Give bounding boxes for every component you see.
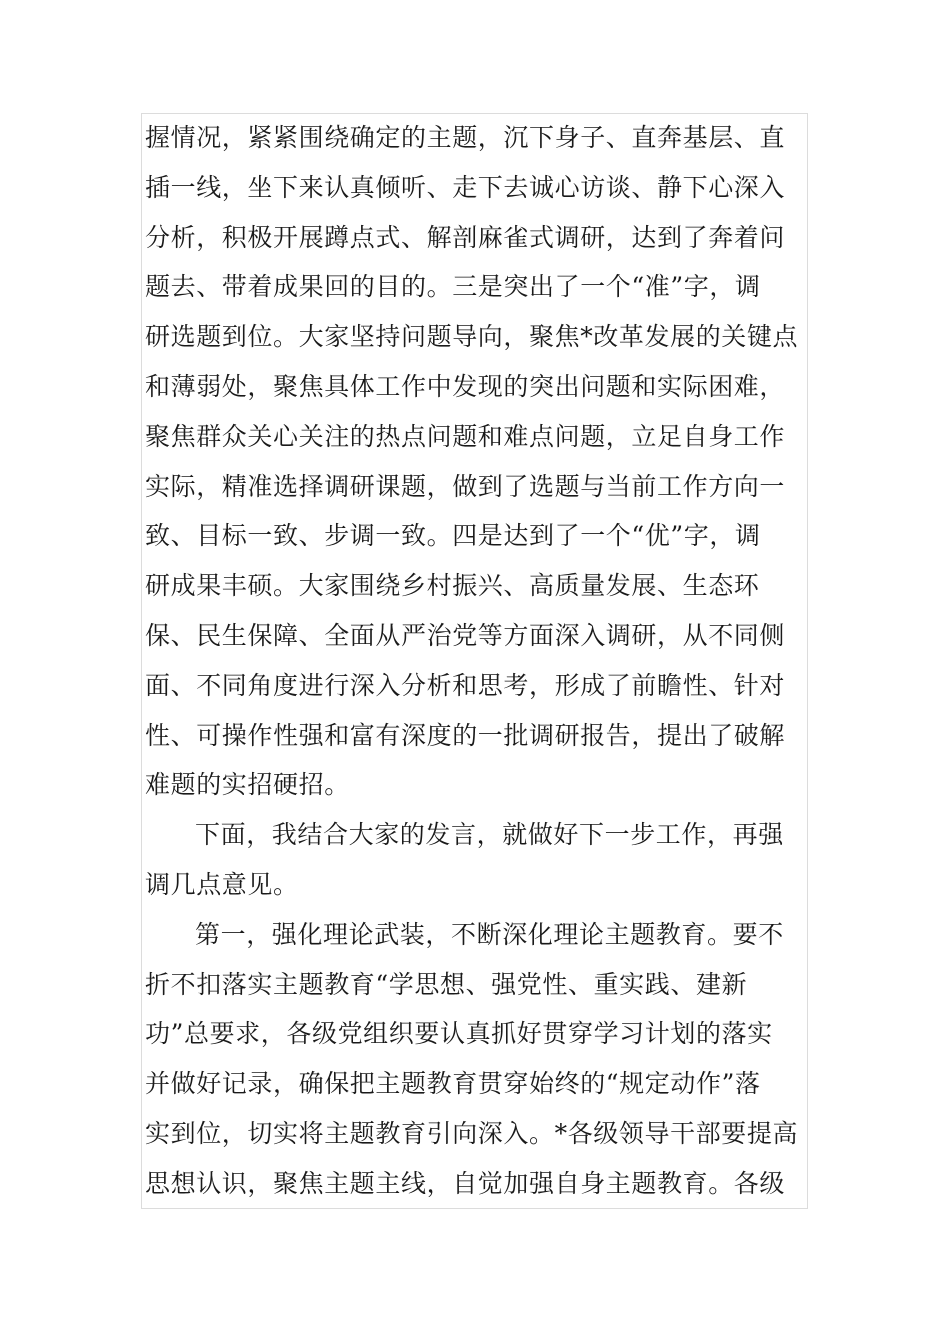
text-line: 握情况，紧紧围绕确定的主题，沉下身子、直奔基层、直: [145, 123, 786, 152]
text-line: 研选题到位。大家坚持问题导向，聚焦*改革发展的关键点: [145, 322, 799, 352]
paragraph-start-line: 下面，我结合大家的发言，就做好下一步工作，再强: [195, 820, 784, 850]
document-body: [145, 113, 807, 1209]
text-line: 折不扣落实主题教育“学思想、强党性、重实践、建新: [145, 969, 748, 999]
text-line: 难题的实招硬招。: [145, 770, 350, 800]
text-line: 面、不同角度进行深入分析和思考，形成了前瞻性、针对: [145, 670, 786, 700]
text-line: 调几点意见。: [145, 869, 299, 899]
text-line: 分析，积极开展蹲点式、解剖麻雀式调研，达到了奔着问: [145, 222, 786, 252]
text-line: 聚焦群众关心关注的热点问题和难点问题，立足自身工作: [145, 421, 786, 451]
text-line: 实到位，切实将主题教育引向深入。*各级领导干部要提高: [145, 1118, 799, 1148]
text-line: 思想认识，聚焦主题主线，自觉加强自身主题教育。各级: [145, 1168, 786, 1198]
text-line: 和薄弱处，聚焦具体工作中发现的突出问题和实际困难，: [145, 371, 786, 401]
paragraph-start-line: 第一，强化理论武装，不断深化理论主题教育。要不: [195, 919, 784, 949]
text-line: 保、民生保障、全面从严治党等方面深入调研，从不同侧: [145, 620, 786, 650]
text-line: 功”总要求，各级党组织要认真抓好贯穿学习计划的落实: [145, 1019, 773, 1049]
text-line: 致、目标一致、步调一致。四是达到了一个“优”字，调: [145, 521, 761, 551]
text-line: 题去、带着成果回的目的。三是突出了一个“准”字，调: [145, 272, 761, 302]
text-line: 并做好记录，确保把主题教育贯穿始终的“规定动作”落: [145, 1069, 761, 1099]
text-line: 插一线，坐下来认真倾听、走下去诚心访谈、静下心深入: [145, 172, 786, 202]
text-line: 性、可操作性强和富有深度的一批调研报告，提出了破解: [145, 720, 786, 750]
text-line: 研成果丰硕。大家围绕乡村振兴、高质量发展、生态环: [145, 571, 760, 601]
text-line: 实际，精准选择调研课题，做到了选题与当前工作方向一: [145, 471, 786, 501]
